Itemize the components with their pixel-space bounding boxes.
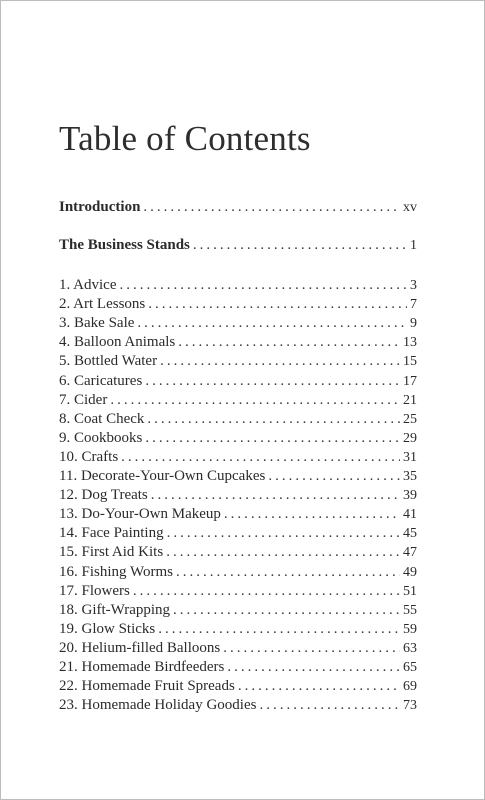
toc-entry [59, 620, 417, 639]
toc-page-number: 69 [403, 679, 417, 695]
toc-page-number: 59 [403, 621, 417, 637]
dot-leader [151, 486, 400, 504]
dot-leader [224, 505, 400, 523]
toc-entry-label: 6. Caricatures [59, 372, 143, 389]
dot-leader [133, 582, 400, 600]
toc-page-number: 47 [403, 545, 417, 561]
toc-page-number: 35 [403, 469, 417, 484]
dot-leader [176, 563, 400, 581]
toc-page-number: 31 [403, 449, 417, 465]
dot-leader [227, 658, 400, 676]
toc-page-number: 39 [403, 488, 417, 504]
toc-page-number: 21 [403, 392, 417, 408]
toc-entry-label: The Business Stands [59, 237, 190, 253]
toc-entry-label: 17. Flowers [59, 582, 130, 599]
toc-entry-label: 21. Homemade Birdfeeders [59, 659, 225, 675]
dot-leader [268, 467, 400, 485]
toc-page-number: 41 [403, 507, 417, 523]
toc-entry-label: 18. Gift-Wrapping [59, 601, 171, 618]
toc-entry [59, 276, 417, 295]
toc-page-number: 25 [403, 411, 417, 427]
toc-page-number: 29 [403, 430, 417, 446]
toc-entry [59, 582, 417, 601]
dot-leader [121, 448, 400, 466]
toc-entry [59, 295, 417, 314]
toc-entry-label: 22. Homemade Fruit Spreads [59, 678, 235, 695]
toc-page-number: 3 [410, 278, 417, 293]
toc-entry [59, 467, 417, 486]
toc-entry-label: 23. Homemade Holiday Goodies [59, 697, 257, 714]
toc-page-number: xv [403, 200, 417, 215]
dot-leader [148, 295, 407, 313]
toc-entry-label: 8. Coat Check [59, 410, 145, 427]
toc-entry-label: 5. Bottled Water [59, 353, 158, 370]
toc-entry [59, 486, 417, 505]
toc-entry [59, 410, 417, 429]
toc-page-number: 63 [403, 640, 417, 656]
toc-page-number: 51 [403, 583, 417, 599]
toc-entry-label: 9. Cookbooks [59, 429, 143, 446]
toc-entry [59, 505, 417, 524]
dot-leader [167, 524, 400, 542]
toc-entry-label: Introduction [59, 199, 141, 215]
toc-entry-label: 7. Cider [59, 391, 108, 408]
toc-entry-label: 10. Crafts [59, 448, 119, 465]
toc-page-number: 73 [403, 698, 417, 714]
toc-page-number: 15 [403, 354, 417, 370]
toc-entry-label: 13. Do-Your-Own Makeup [59, 506, 221, 523]
dot-leader [145, 429, 400, 447]
toc-entry [59, 314, 417, 333]
toc-entry-label: 20. Helium-filled Balloons [59, 639, 221, 656]
toc-entry-label: 4. Balloon Animals [59, 334, 176, 351]
toc-page-number: 1 [410, 238, 417, 253]
toc-page-number: 17 [403, 373, 417, 389]
toc-entry-label: 3. Bake Sale [59, 315, 135, 332]
toc-page-number: 45 [403, 526, 417, 542]
toc-page-number: 65 [403, 660, 417, 675]
toc-entry [59, 601, 417, 620]
toc-entry-label: 16. Fishing Worms [59, 563, 173, 580]
toc-section-entry [59, 236, 417, 255]
toc-entry-label: 1. Advice [59, 277, 117, 293]
toc-section-entry [59, 198, 417, 217]
toc-entry [59, 543, 417, 562]
dot-leader [178, 333, 400, 351]
dot-leader [166, 543, 400, 561]
dot-leader [238, 677, 400, 695]
dot-leader [120, 276, 408, 294]
toc-page-number: 49 [403, 564, 417, 580]
toc-entry [59, 429, 417, 448]
dot-leader [158, 620, 400, 638]
toc-entry [59, 333, 417, 352]
toc-entry [59, 563, 417, 582]
toc-entry [59, 372, 417, 391]
dot-leader [137, 314, 407, 332]
dot-leader [145, 372, 400, 390]
toc-entry-label: 14. Face Painting [59, 525, 164, 542]
toc-entry-label: 2. Art Lessons [59, 296, 146, 313]
toc-entry-label: 19. Glow Sticks [59, 620, 156, 637]
toc-page-number: 9 [410, 316, 417, 332]
dot-leader [193, 236, 407, 254]
toc-entry [59, 696, 417, 715]
dot-leader [160, 352, 400, 370]
page-title: Table of Contents [59, 119, 311, 158]
toc-entry-label: 11. Decorate-Your-Own Cupcakes [59, 468, 266, 484]
dot-leader [259, 696, 400, 714]
toc-entry-label: 15. First Aid Kits [59, 544, 164, 561]
dot-leader [147, 410, 400, 428]
dot-leader [223, 639, 400, 657]
dot-leader [173, 601, 400, 619]
toc-page-number: 7 [410, 297, 417, 313]
toc-entry [59, 524, 417, 543]
toc-entry [59, 639, 417, 658]
toc-page-number: 13 [403, 335, 417, 351]
dot-leader [110, 391, 400, 409]
toc-entry [59, 658, 417, 677]
dot-leader [143, 198, 400, 216]
toc-entry [59, 352, 417, 371]
toc-page-number: 55 [403, 602, 417, 618]
toc-entry-label: 12. Dog Treats [59, 487, 148, 504]
toc-entry [59, 677, 417, 696]
toc-entry [59, 391, 417, 410]
toc-entry [59, 448, 417, 467]
